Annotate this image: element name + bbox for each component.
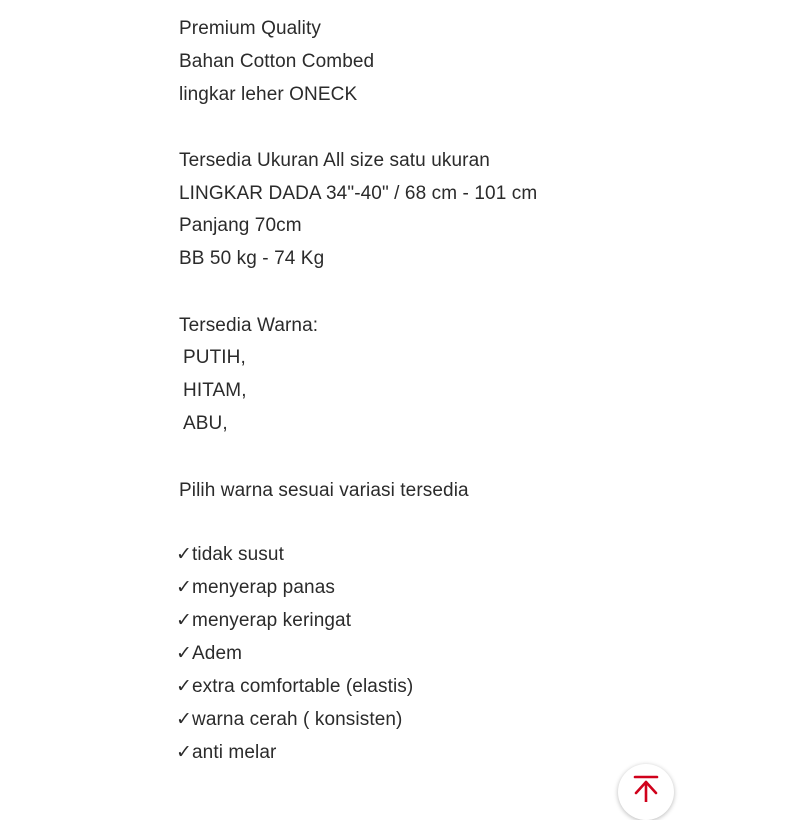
color-option: HITAM, <box>183 380 247 401</box>
size-line: Panjang 70cm <box>179 215 302 236</box>
variation-note: Pilih warna sesuai variasi tersedia <box>179 480 469 501</box>
product-line: lingkar leher ONECK <box>179 84 358 105</box>
feature-item: ✓warna cerah ( konsisten) <box>176 709 403 730</box>
scroll-to-top-button[interactable] <box>618 764 674 820</box>
product-line: Bahan Cotton Combed <box>179 51 375 72</box>
size-line: LINGKAR DADA 34"-40" / 68 cm - 101 cm <box>179 183 538 204</box>
feature-item: ✓anti melar <box>176 742 277 763</box>
size-line: Tersedia Ukuran All size satu ukuran <box>179 150 490 171</box>
color-option: PUTIH, <box>183 347 246 368</box>
feature-item: ✓menyerap keringat <box>176 610 352 631</box>
feature-item: ✓Adem <box>176 643 243 664</box>
arrow-up-to-top-icon <box>632 774 660 802</box>
colors-title: Tersedia Warna: <box>179 315 319 336</box>
color-option: ABU, <box>183 413 228 434</box>
feature-item: ✓extra comfortable (elastis) <box>176 676 414 697</box>
feature-item: ✓menyerap panas <box>176 577 335 598</box>
feature-item: ✓tidak susut <box>176 544 284 565</box>
product-line: Premium Quality <box>179 18 321 39</box>
product-description <box>176 0 779 800</box>
size-line: BB 50 kg - 74 Kg <box>179 248 325 269</box>
